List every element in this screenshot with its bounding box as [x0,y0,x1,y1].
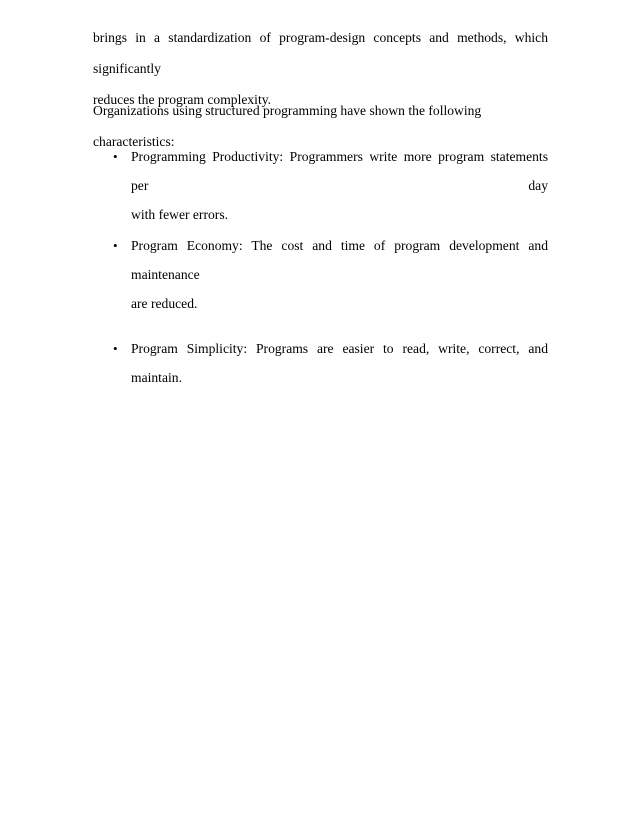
list-item-text: are reduced. [131,296,198,311]
list-item-text: with fewer errors. [131,207,229,222]
paragraph-line: reduces the program complexity. [93,92,272,107]
characteristics-list [93,142,548,392]
intro-paragraph: Organizations using structured programming have shown the following characteristics: [93,103,482,149]
list-item [93,334,548,392]
bullet-icon: • [113,149,118,164]
list-item-text: Program Simplicity: Programs are easier to read, write, correct, and maintain. [131,341,548,385]
list-item-text: Programming Productivity: Programmers write more program statements per day [131,149,548,193]
paragraph-line: brings in a standardization of program-design concepts and methods, which significantly [93,30,548,76]
list-item-text: Program Economy: The cost and time of program development and maintenance [131,238,548,282]
list-item [93,142,548,229]
list-item [93,231,548,318]
bullet-icon: • [113,238,118,253]
bullet-icon: • [113,341,118,356]
